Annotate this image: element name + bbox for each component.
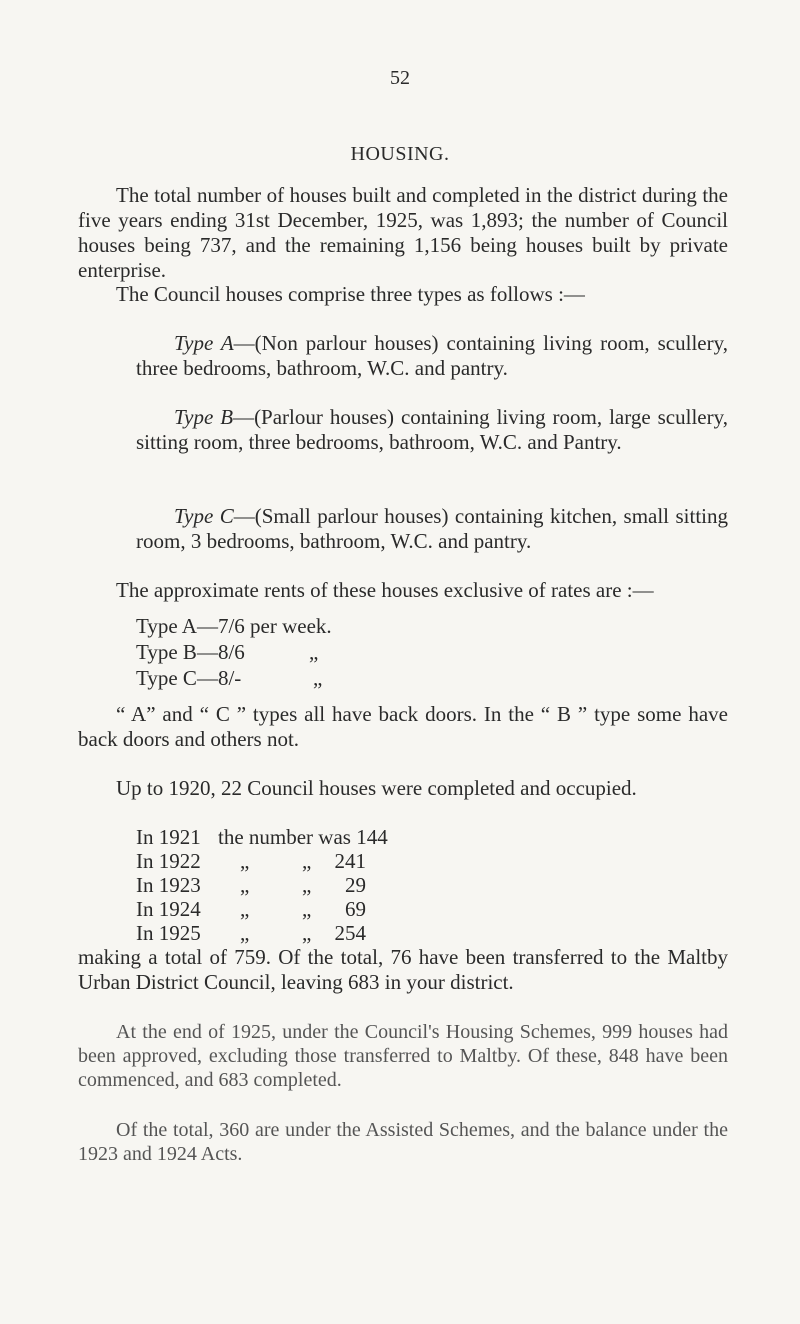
rent-row-a (136, 614, 332, 639)
ditto-mark: „ (302, 873, 312, 897)
rent-ditto-b: „ (308, 640, 319, 664)
rent-value-c: —8/- (196, 666, 242, 690)
ditto-mark: „ (302, 897, 312, 921)
year-label: In 1921 (136, 825, 201, 849)
schemes-paragraph: At the end of 1925, under the Council's Housing Schemes, 999 houses had been approved, excluding those transferred to Maltby. Of these, 848 have been commenced, and 683 completed. (78, 1021, 728, 1091)
intro-paragraph: The total number of houses built and completed in the district during the five years ending 31st December, 1925, was 1,893; the number of Council houses being 737, and the remaining 1,156 being houses built by private enterprise. (78, 183, 728, 282)
rent-value-b: —8/6 (196, 640, 245, 664)
type-a-name: Type A (174, 331, 234, 355)
type-b-text: —(Parlour houses) containing living room, large scullery, sitting room, three bedrooms, bathroom, W.C. and Pantry. (136, 405, 728, 454)
year-row-1923 (136, 873, 366, 898)
year-label: In 1925 (136, 921, 201, 945)
up-to-1920-paragraph: Up to 1920, 22 Council houses were completed and occupied. (116, 776, 637, 800)
year-value: 69 (345, 897, 366, 921)
type-c-text: —(Small parlour houses) containing kitchen, small sitting room, 3 bedrooms, bathroom, W.C. and pantry. (136, 504, 728, 553)
rent-type-c: Type C (136, 666, 197, 690)
year-row-1921 (136, 825, 388, 850)
ditto-mark: „ (302, 921, 312, 945)
rent-type-b: Type B (136, 640, 197, 664)
rent-row-c (136, 666, 322, 691)
year-row-1922 (136, 849, 366, 874)
types-intro: The Council houses comprise three types as follows :— (116, 282, 585, 306)
assisted-paragraph: Of the total, 360 are under the Assisted Schemes, and the balance under the 1923 and 1924 Acts. (78, 1119, 728, 1165)
type-c-description (136, 504, 728, 554)
rents-intro: The approximate rents of these houses exclusive of rates are :— (116, 578, 654, 602)
year-mid-text: the number was (218, 825, 351, 849)
year-label: In 1922 (136, 849, 201, 873)
type-a-description (136, 331, 728, 381)
rent-value-a: —7/6 per week. (196, 614, 332, 638)
year-row-1925 (136, 921, 366, 946)
ditto-mark: „ (240, 921, 250, 945)
year-label: In 1924 (136, 897, 201, 921)
total-paragraph: making a total of 759. Of the total, 76 have been transferred to the Maltby Urban District Council, leaving 683 in your district. (78, 945, 728, 994)
type-b-name: Type B (174, 405, 234, 429)
ditto-mark: „ (240, 849, 250, 873)
rent-row-b (136, 640, 318, 665)
back-doors-paragraph: “ A” and “ C ” types all have back doors. In the “ B ” type some have back doors and others not. (78, 702, 728, 751)
type-b-description (136, 405, 728, 455)
ditto-mark: „ (302, 849, 312, 873)
ditto-mark: „ (240, 873, 250, 897)
year-label: In 1923 (136, 873, 201, 897)
rent-type-a: Type A (136, 614, 197, 638)
year-value: 254 (334, 921, 366, 945)
type-c-name: Type C (174, 504, 234, 528)
section-heading: HOUSING. (350, 143, 450, 165)
year-value: 29 (345, 873, 366, 897)
year-value: 241 (334, 849, 366, 873)
ditto-mark: „ (240, 897, 250, 921)
year-row-1924 (136, 897, 366, 922)
type-a-text: —(Non parlour houses) containing living room, scullery, three bedrooms, bathroom, W.C. and pantry. (136, 331, 728, 380)
rent-ditto-c: „ (312, 666, 323, 690)
year-value: 144 (356, 825, 388, 849)
page-number: 52 (390, 67, 410, 89)
